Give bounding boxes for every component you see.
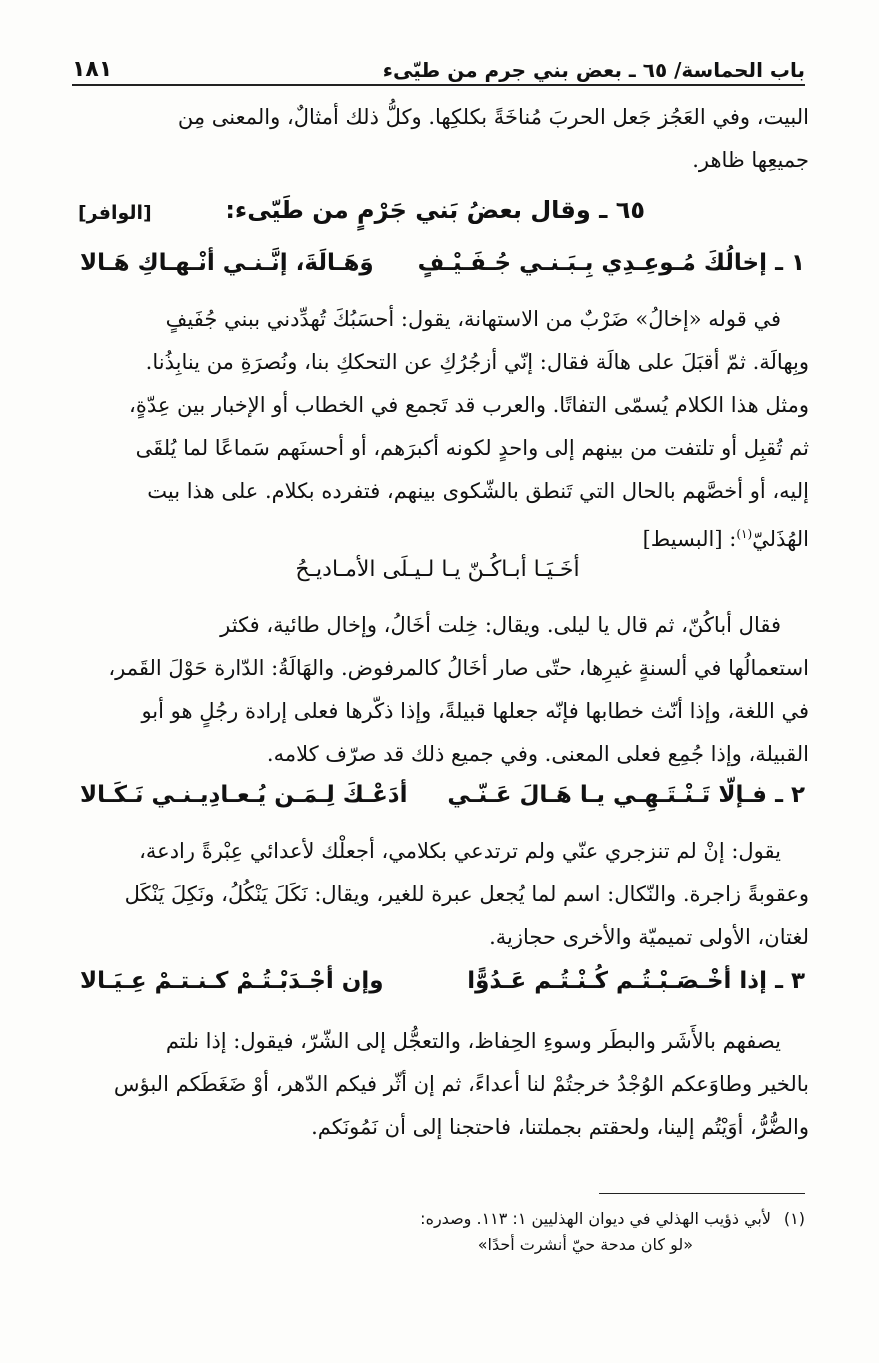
text-line: وعقوبةً زاجرة. والنّكال: اسم لما يُجعل عبرة للغير، ويقال: نَكَلَ يَنْكُلُ، ونَكِلَ يَنْكَل (124, 882, 809, 906)
verse-number: ١ ـ (775, 250, 805, 276)
text-line: استعمالُها في ألسنةٍ غيرِها، حتّى صار أخَالُ كالمرفوض. والهَالَةُ: الدّارة حَوْلَ القَمر، (108, 656, 809, 680)
text-line: والضُّرُّ، أوَيْتُم إلينا، ولحقتم بجملتنا، فاحتجنا إلى أن نَمُونَكم. (311, 1115, 809, 1139)
second-hemistich: أدَعْـكَ لِـمَـن يُـعـادِيـنـي نَـكَـالا (80, 782, 408, 808)
page-number: ١٨١ (72, 57, 113, 82)
section-title: ٦٥ ـ وقال بعضُ بَني جَرْمٍ من طَيّىء: (225, 196, 645, 224)
footnote (70, 1206, 805, 1258)
first-hemistich: فـإلّا تَـنْـتَـهِـي يـا هَـالَ عَـنّـي (447, 782, 767, 808)
verse-number: ٣ ـ (775, 968, 805, 994)
text-line: فقال أباكُنّ، ثم قال يا ليلى. ويقال: خِلت أخَالُ، وإخال طائية، فكثر (220, 613, 781, 637)
intro-paragraph (72, 96, 809, 182)
text-line: إليه، أو أخصَّهم بالحال التي تَنطق بالشّكوى بينهم، فتفرده بكلام. على هذا بيت (147, 479, 809, 503)
first-hemistich: إذا أخْـصَـبْـتُـم كُـنْـتُـم عَـدُوًّا (467, 968, 767, 994)
footnote-number: (١) (783, 1209, 805, 1228)
verse-3 (70, 968, 805, 1008)
poet-name: الهُذَليّ (752, 527, 809, 551)
text-line: ثم تُقبِل أو تلتفت من بينهم إلى واحدٍ لكونه أكبرَهم، أو أحسنَهم سَماعًا لما يُلقَى (135, 436, 809, 460)
verse-number: ٢ ـ (775, 782, 805, 808)
cited-verse: أخَـيَـا أبـاكُـنّ يـا لـيـلَى الأمـاديـحُ (295, 557, 580, 582)
commentary-continued (72, 604, 809, 776)
commentary-verse-3 (72, 1020, 809, 1149)
commentary-verse-1 (72, 298, 809, 561)
footnote-verse: «لو كان مدحة حيّ أنشرت أحدًا» (477, 1235, 693, 1254)
verse-2 (70, 782, 805, 822)
footnote-text: لأبي ذؤيب الهذلي في ديوان الهذليين ١: ١١٣. وصدره: (420, 1209, 771, 1228)
text-line: البيت، وفي العَجُز جَعل الحربَ مُناخَةً بكلكِها. وكلُّ ذلك أمثالٌ، والمعنى مِن (177, 105, 809, 129)
second-hemistich: وَهَـالَةَ، إنَّـنـي أنْـهـاكِ هَـالا (80, 250, 374, 276)
verse-1 (70, 250, 805, 290)
text-line: لغتان، الأولى تميميّة والأخرى حجازية. (489, 925, 809, 949)
footnote-divider (599, 1193, 805, 1194)
page-header (72, 38, 805, 86)
text-line: يصفهم بالأَشَر والبطَر وسوءِ الحِفاظ، والتعجُّل إلى الشّرّ، فيقول: إذا نلتم (165, 1029, 781, 1053)
text-line: ومثل هذا الكلام يُسمّى التفاتًا. والعرب قد تَجمع في الخطاب أو الإخبار بين عِدّةٍ، (129, 393, 809, 417)
meter-label: : [البسيط] (642, 527, 737, 551)
footnote-line (70, 1206, 805, 1232)
meter-label: [الوافر] (78, 202, 152, 224)
text-line: يقول: إنْ لم تنزجري عنّي ولم ترتدعي بكلامي، أجعلْك لأعدائي عِبْرةً رادعة، (139, 839, 781, 863)
first-hemistich: إخالُكَ مُـوعِـدِي بِـبَـنـي جُـفَـيْـفٍ (417, 250, 767, 276)
text-line: بالخير وطاوَعكم الوُجْدُ خرجتُمْ لنا أعداءً، ثم إن أثّر فيكم الدّهر، أوْ ضَغَطَكم البؤس (113, 1072, 809, 1096)
text-line: القبيلة، وإذا جُمِع فعلى المعنى. وفي جميع ذلك قد صرّف كلامه. (266, 742, 809, 766)
footnote-reference[interactable]: (١) (736, 527, 753, 541)
text-line: جميعِها ظاهر. (692, 148, 809, 172)
section-heading (70, 196, 805, 236)
text-line: وبِهالَة. ثمّ أقبَلَ على هالَة فقال: إنّي أزجُرُكِ عن التحككِ بنا، ونُصرَةِ من ينابِذُنا. (145, 350, 809, 374)
text-line: في قوله «إخالُ» ضَرْبٌ من الاستهانة، يقول: أحسَبُكَ تُهدِّدني ببني جُفَيفٍ (165, 307, 781, 331)
second-hemistich: وإن أجْـدَبْـتُـمْ كـنـتـمْ عِـيَـالا (80, 968, 384, 994)
running-title: باب الحماسة/ ٦٥ ـ بعض بني جرم من طيّىء (382, 58, 805, 82)
commentary-verse-2 (72, 830, 809, 959)
text-line: في اللغة، وإذا أنّث خطابها فإنّه جعلها قبيلةً، وإذا ذكّرها فعلى إرادة رجُلٍ هو أبو (141, 699, 809, 723)
text-line (72, 513, 809, 561)
